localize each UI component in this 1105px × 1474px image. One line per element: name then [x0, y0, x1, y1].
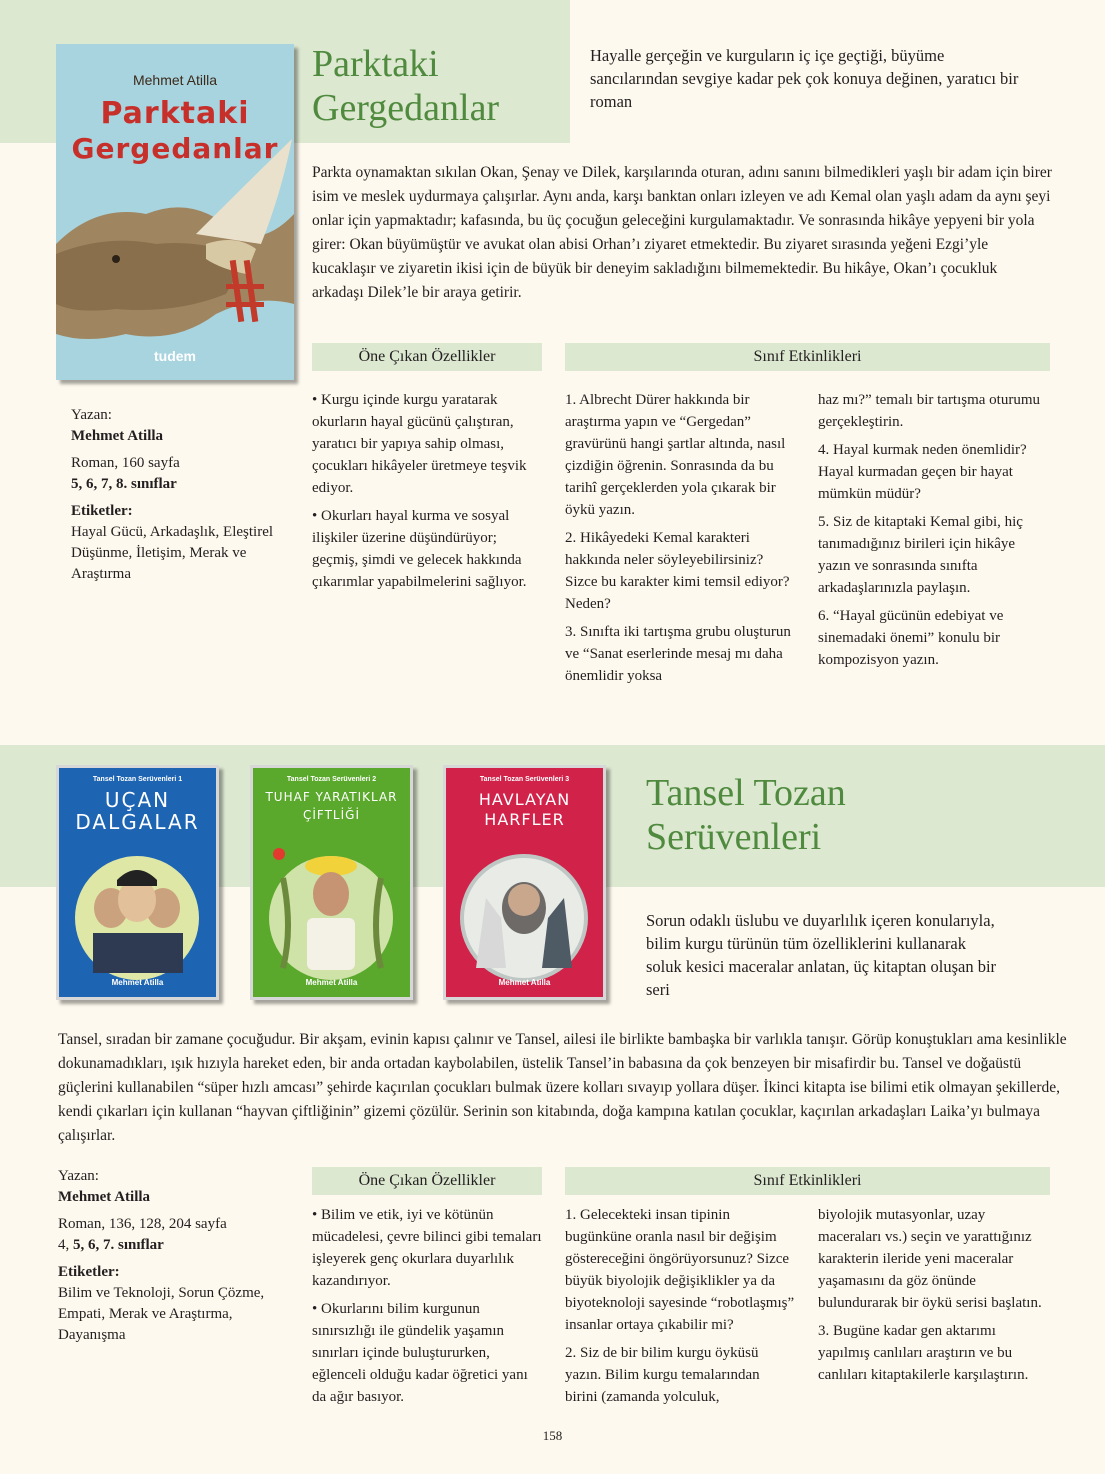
activity-item: 3. Sınıfta iki tartışma grubu oluşturun ve “Sanat eserlerinde mesaj mı daha önemlidir yoksa [565, 624, 791, 684]
tags: Hayal Gücü, Arkadaşlık, Eleştirel Düşünme, İletişim, Merak ve Araştırma [71, 524, 274, 582]
book-title-2-line1: Tansel Tozan [646, 772, 846, 814]
cover-author: Mehmet Atilla [111, 978, 164, 987]
tags: Bilim ve Teknoloji, Sorun Çözme, Empati, Merak ve Araştırma, Dayanışma [58, 1285, 265, 1343]
activity-item: 6. “Hayal gücünün edebiyat ve sinemadaki önemi” konulu bir kompozisyon yazın. [818, 608, 1004, 668]
book-cover-parktaki-gergedanlar [56, 44, 294, 380]
cover-series: Tansel Tozan Serüvenleri 1 [92, 776, 183, 783]
tags-label: Etiketler: [71, 503, 133, 519]
cover-series: Tansel Tozan Serüvenleri 2 [286, 776, 377, 783]
author-label: Yazan: [58, 1168, 99, 1184]
features-header-2: Öne Çıkan Özellikler [312, 1167, 542, 1195]
book-summary-1: Parkta oynamaktan sıkılan Okan, Şenay ve Dilek, karşılarında oturan, adını sanını bilmedikleri yaşlı bir adam için birer isim ve meslek uydurmaya çalışırlar. Aynı anda, karşı banktan onları izleyen ve adı Kemal olan yaşlı adam da aynı şeyi onlar için yapmaktadır; kafasında, bu üç çocuğun geleceğini kurgulamaktadır. Ve sonrasında hikâye yepyeni bir yola girer: Okan büyümüştür ve avukat olan abisi Orhan’ı ziyaret etmektedir. Bu ziyaret sırasında yeğeni Ezgi’yle kucaklaşır ve ziyaretin ikisi için de büyük bir deneyim sakladığını bilmemektedir. Bu hikâye, Okan’ı çocukluk arkadaşı Dilek’le bir araya getirir. [312, 164, 1052, 301]
book-meta-1 [71, 405, 291, 585]
activities-col1-2 [565, 1204, 795, 1414]
book-title-1 [312, 42, 572, 130]
book-cover-ucan-dalgalar [56, 765, 219, 1000]
features-header-1: Öne Çıkan Özellikler [312, 343, 542, 371]
activity-item: 2. Siz de bir bilim kurgu öyküsü yazın. Bilim kurgu temalarından birini (zamanda yolculuk, [565, 1345, 760, 1405]
book-title-1-line1: Parktaki [312, 43, 439, 85]
author-name: Mehmet Atilla [71, 428, 164, 444]
cover-title-line2: DALGALAR [75, 810, 200, 834]
cover-title-line1: HAVLAYAN [478, 790, 571, 809]
activity-item: 3. Bugüne kadar gen aktarımı yapılmış canlıları araştırın ve bu canlıları kitaptakilerle karşılaştırın. [818, 1323, 1029, 1383]
tags-label: Etiketler: [58, 1264, 120, 1280]
cover-author: Mehmet Atilla [498, 978, 551, 987]
book-title-2 [646, 771, 1046, 859]
book-title-2-line2: Serüvenleri [646, 816, 822, 858]
author-label: Yazan: [71, 407, 112, 423]
cover-title-line1: Parktaki [100, 96, 250, 131]
activity-item: biyolojik mutasyonlar, uzay maceraları vs.) seçin ve yarattığınız karakterin ileride yeni maceralar yaşamasını da göz önünde bulundurarak bir öykü serisi başlatın. [818, 1207, 1042, 1311]
feature-item: • Okurlarını bilim kurgunun sınırsızlığı ile gündelik yaşamın sınırları içinde buluştururken, eğlenceli olduğu kadar öğretici yanı da ağır basıyor. [312, 1301, 528, 1405]
feature-item: • Okurları hayal kurma ve sosyal ilişkiler üzerine düşündürüyor; geçmiş, şimdi ve gelecek hakkında çıkarımlar yapabilmelerini sağlıyor. [312, 508, 527, 590]
book-cover-tuhaf-yaratiklar-ciftligi [250, 765, 413, 1000]
features-list-1 [312, 389, 542, 599]
cover-title-line1: UÇAN [104, 788, 171, 812]
activities-header-1: Sınıf Etkinlikleri [565, 343, 1050, 371]
features-list-2 [312, 1204, 542, 1414]
activity-item: 2. Hikâyedeki Kemal karakteri hakkında neler söyleyebilirsiniz? Sizce bu karakter kimi temsil ediyor? Neden? [565, 530, 790, 612]
feature-item: • Bilim ve etik, iyi ve kötünün mücadelesi, çevre bilinci gibi temaları işleyerek genç okurlara duyarlılık kazandırıyor. [312, 1207, 542, 1289]
cover-series: Tansel Tozan Serüvenleri 3 [479, 776, 570, 783]
activities-header-2: Sınıf Etkinlikleri [565, 1167, 1050, 1195]
grades: 5, 6, 7. sınıflar [73, 1237, 164, 1253]
book-meta-2 [58, 1166, 288, 1346]
cover-illustration [56, 44, 294, 380]
book-cover-havlayan-harfler [443, 765, 606, 1000]
feature-item: • Kurgu içinde kurgu yaratarak okurların hayal gücünü çalıştıran, yaratıcı bir yapıya sahip olması, çocukları hikâyeler üretmeye teşvik ediyor. [312, 392, 527, 496]
genre-pages: Roman, 160 sayfa [71, 455, 180, 471]
page-number: 158 [542, 1428, 563, 1443]
cover-title-line2: HARFLER [484, 810, 565, 829]
cover-publisher: tudem [154, 348, 196, 364]
grades-prefix: 4, [58, 1237, 73, 1253]
cover-title-line1: TUHAF YARATIKLAR [265, 790, 398, 804]
activities-col2-1 [818, 389, 1050, 677]
cover-author: Mehmet Atilla [132, 72, 218, 88]
activity-item: 1. Albrecht Dürer hakkında bir araştırma yapın ve “Gergedan” gravürünü hangi şartlar altında, nasıl çizdiğin öğrenin. Sonrasında da bu tarihî gerçeklerden yola çıkarak bir öykü yazın. [565, 392, 786, 518]
activity-item: haz mı?” temalı bir tartışma oturumu gerçekleştirin. [818, 392, 1041, 430]
cover-author: Mehmet Atilla [305, 978, 358, 987]
activity-item: 4. Hayal kurmak neden önemlidir? Hayal kurmadan geçen bir hayat mümkün müdür? [818, 442, 1027, 502]
author-name: Mehmet Atilla [58, 1189, 151, 1205]
book-summary-2: Tansel, sıradan bir zamane çocuğudur. Bir akşam, evinin kapısı çalınır ve Tansel, ailesi ile birlikte bambaşka bir varlıkla tanışır. Görüp konuştukları ama kesinlikle dokunamadıkları, ışık hızıyla hareket eden, bir anda ortadan kaybolabilen, üstelik Tansel’in babasına da çok benzeyen bir misafirdir bu. Tansel ve doğaüstü güçlerini kullanabilen “süper hızlı amcası” şehirde kaçırılan çocukları bulmak üzere kolları sıvayıp yollara düşer. İkinci kitapta ise bilimi etik olmayan şekillerde, kendi çıkarları için kullanan “hayvan çiftliğinin” gizemi çözülür. Serinin son kitabında, doğa kampına katılan çocuklar, kaçırılan arkadaşları Laika’yı bulmaya çalışırlar. [58, 1031, 1067, 1144]
grades: 5, 6, 7, 8. sınıflar [71, 476, 177, 492]
genre-pages: Roman, 136, 128, 204 sayfa [58, 1216, 227, 1232]
activity-item: 5. Siz de kitaptaki Kemal gibi, hiç tanımadığınız birileri için hikâye yazın ve sonrasında sınıfta arkadaşlarınızla paylaşın. [818, 514, 1023, 596]
book-tagline-2: Sorun odaklı üslubu ve duyarlılık içeren konularıyla, bilim kurgu türünün tüm özelliklerini kullanarak soluk kesici maceralar anlatan, üç kitaptan oluşan bir seri [646, 911, 997, 999]
cover-title-line2: ÇİFTLİĞİ [302, 808, 360, 822]
cover-title-line2: Gergedanlar [71, 132, 279, 165]
grades-line [58, 1235, 288, 1256]
activities-col2-2 [818, 1204, 1050, 1392]
activity-item: 1. Gelecekteki insan tipinin bugünküne oranla nasıl bir değişim göstereceğini öngörüyorsunuz? Sizce büyük biyolojik değişiklikler ya da biyoteknoloji sayesinde “robotlaşmış” insanlar ortaya çıkabilir mi? [565, 1207, 795, 1333]
book-tagline-1: Hayalle gerçeğin ve kurguların iç içe geçtiği, büyüme sancılarından sevgiye kadar pek çok konuya değinen, yaratıcı bir roman [590, 46, 1019, 111]
activities-col1-1 [565, 389, 795, 693]
book-title-1-line2: Gergedanlar [312, 87, 500, 129]
